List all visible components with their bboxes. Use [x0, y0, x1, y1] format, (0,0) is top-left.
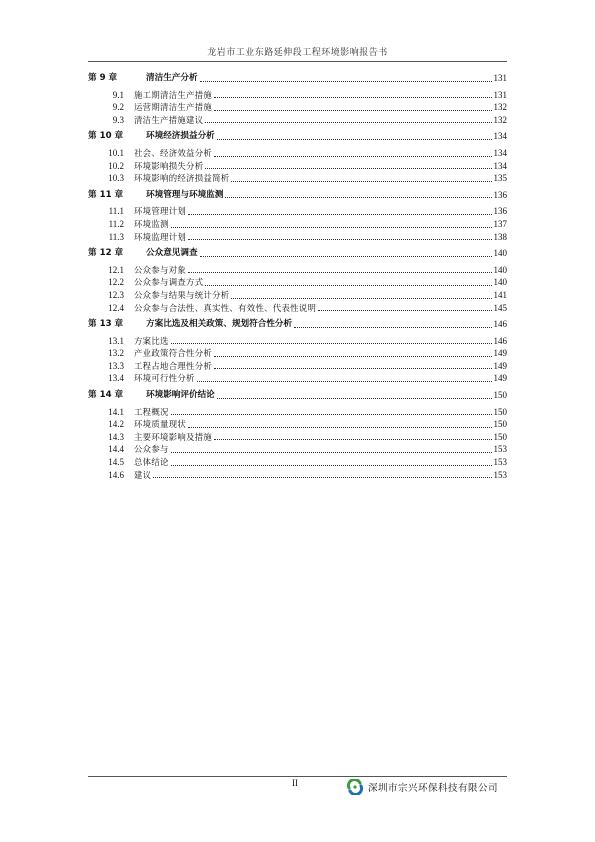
toc-section-entry[interactable] [88, 205, 507, 218]
page-ref: 150 [493, 406, 507, 417]
chapter-number: 第 10 章 [88, 131, 124, 142]
dot-leader [205, 121, 491, 123]
section-title: 环境影响的经济损益简析 [134, 173, 230, 184]
section-title: 建议 [134, 469, 152, 480]
dot-leader [153, 476, 491, 478]
section-title: 产业政策符合性分析 [134, 348, 213, 359]
section-number: 11.2 [108, 218, 124, 229]
toc-section-entry[interactable] [88, 347, 507, 360]
dot-leader [171, 342, 492, 344]
toc-chapter-entry[interactable] [88, 389, 507, 402]
dot-leader [214, 438, 491, 440]
toc-section-entry[interactable] [88, 160, 507, 173]
toc-section-entry[interactable] [88, 101, 507, 114]
section-number: 13.3 [108, 360, 124, 371]
toc-section-entry[interactable] [88, 418, 507, 431]
page-ref: 136 [493, 189, 507, 200]
section-number: 9.1 [112, 89, 124, 100]
dot-leader [214, 96, 491, 98]
chapter-number: 第 11 章 [88, 189, 124, 200]
dot-leader [231, 297, 491, 299]
dot-leader [231, 180, 491, 182]
page-ref: 136 [493, 206, 507, 217]
company-logo-icon [346, 779, 364, 795]
page-ref: 140 [493, 277, 507, 288]
chapter-title: 清洁生产分析 [146, 73, 198, 83]
dot-leader [188, 426, 491, 428]
page-ref: 145 [493, 302, 507, 313]
section-number: 14.5 [108, 457, 124, 468]
toc-section-entry[interactable] [88, 231, 507, 244]
section-title: 工程概况 [134, 406, 169, 417]
section-title: 公众参与对象 [134, 264, 187, 275]
page-ref: 146 [493, 319, 507, 330]
dot-leader [188, 271, 491, 273]
page-ref: 153 [493, 457, 507, 468]
page-ref: 132 [493, 114, 507, 125]
section-number: 12.1 [108, 264, 124, 275]
section-title: 运营期清洁生产措施 [134, 102, 213, 113]
page-ref: 140 [493, 248, 507, 259]
section-number: 9.2 [112, 102, 124, 113]
toc-section-entry[interactable] [88, 456, 507, 469]
dot-leader [205, 284, 491, 286]
toc-chapter-entry[interactable] [88, 72, 507, 85]
section-title: 环境影响损失分析 [134, 160, 204, 171]
section-title: 施工期清洁生产措施 [134, 89, 213, 100]
section-title: 总体结论 [134, 457, 169, 468]
dot-leader [217, 138, 492, 140]
dot-leader [294, 326, 491, 328]
page-ref: 131 [493, 89, 507, 100]
toc-chapter-entry[interactable] [88, 247, 507, 260]
page-ref: 134 [493, 147, 507, 158]
section-title: 工程占地合理性分析 [134, 360, 213, 371]
section-number: 14.2 [108, 419, 124, 430]
page-ref: 141 [493, 289, 507, 300]
toc-section-entry[interactable] [88, 335, 507, 348]
toc-section-entry[interactable] [88, 469, 507, 482]
chapter-number: 第 13 章 [88, 319, 124, 330]
toc-section-entry[interactable] [88, 443, 507, 456]
section-title: 社会、经济效益分析 [134, 147, 213, 158]
toc-section-entry[interactable] [88, 431, 507, 444]
section-title: 环境管理计划 [134, 206, 187, 217]
chapter-title: 公众意见调查 [146, 248, 198, 259]
section-number: 9.3 [112, 114, 124, 125]
dot-leader [217, 397, 492, 399]
toc-section-entry[interactable] [88, 289, 507, 302]
page-ref: 149 [493, 348, 507, 359]
section-number: 13.1 [108, 335, 124, 346]
section-title: 环境质量现状 [134, 419, 187, 430]
dot-leader [200, 255, 492, 257]
section-number: 14.1 [108, 406, 124, 417]
dot-leader [188, 238, 491, 240]
chapter-title: 环境影响评价结论 [146, 390, 215, 401]
page-ref: 150 [493, 431, 507, 442]
dot-leader [318, 309, 491, 311]
section-number: 14.6 [108, 469, 124, 480]
page-ref: 137 [493, 218, 507, 229]
section-number: 12.2 [108, 277, 124, 288]
page-ref: 140 [493, 264, 507, 275]
dot-leader [188, 213, 491, 215]
section-number: 13.4 [108, 373, 124, 384]
section-number: 11.1 [108, 206, 124, 217]
dot-leader [214, 109, 491, 111]
header-rule [88, 61, 507, 62]
page-ref: 134 [493, 160, 507, 171]
page-ref: 149 [493, 373, 507, 384]
toc-section-entry[interactable] [88, 89, 507, 102]
dot-leader [197, 380, 492, 382]
dot-leader [171, 464, 492, 466]
dot-leader [200, 80, 492, 82]
chapter-number: 第 12 章 [88, 248, 124, 259]
section-number: 14.3 [108, 431, 124, 442]
toc-section-entry[interactable] [88, 406, 507, 419]
section-number: 10.3 [108, 173, 124, 184]
section-number: 14.4 [108, 444, 124, 455]
section-title: 清洁生产措施建议 [134, 114, 204, 125]
dot-leader [171, 226, 492, 228]
toc-chapter-entry[interactable] [88, 189, 507, 202]
section-number: 11.3 [108, 231, 124, 242]
section-title: 环境监理计划 [134, 231, 187, 242]
section-number: 12.3 [108, 289, 124, 300]
toc-section-entry[interactable] [88, 360, 507, 373]
page-number: II [292, 778, 298, 788]
page-ref: 134 [493, 131, 507, 142]
company-name: 深圳市宗兴环保科技有限公司 [368, 783, 499, 794]
toc-section-entry[interactable] [88, 172, 507, 185]
page-ref: 150 [493, 419, 507, 430]
toc-section-entry[interactable] [88, 114, 507, 127]
toc-chapter-entry[interactable] [88, 318, 507, 331]
section-number: 12.4 [108, 302, 124, 313]
section-number: 10.2 [108, 160, 124, 171]
section-number: 13.2 [108, 348, 124, 359]
section-number: 10.1 [108, 147, 124, 158]
section-title: 公众参与 [134, 444, 169, 455]
dot-leader [225, 196, 491, 198]
page-ref: 131 [493, 73, 507, 83]
dot-leader [205, 167, 491, 169]
dot-leader [214, 367, 491, 369]
dot-leader [214, 355, 491, 357]
toc-section-entry[interactable] [88, 264, 507, 277]
section-title: 环境可行性分析 [134, 373, 195, 384]
toc-section-entry[interactable] [88, 302, 507, 315]
toc-section-entry[interactable] [88, 372, 507, 385]
running-header-title: 龙岩市工业东路延伸段工程环境影响报告书 [207, 48, 388, 58]
section-title: 公众参与调查方式 [134, 277, 204, 288]
dot-leader [214, 155, 491, 157]
toc-chapter-entry[interactable] [88, 130, 507, 143]
page-ref: 150 [493, 390, 507, 401]
page-ref: 153 [493, 469, 507, 480]
section-title: 公众参与结果与统计分析 [134, 289, 230, 300]
page-ref: 146 [493, 335, 507, 346]
footer-company [346, 779, 498, 795]
table-of-contents [88, 72, 507, 481]
footer-rule [88, 776, 507, 777]
page-ref: 153 [493, 444, 507, 455]
dot-leader [171, 413, 492, 415]
page-ref: 132 [493, 102, 507, 113]
section-title: 主要环境影响及措施 [134, 431, 213, 442]
chapter-number: 第 14 章 [88, 390, 124, 401]
chapter-title: 环境经济损益分析 [146, 131, 215, 142]
toc-section-entry[interactable] [88, 218, 507, 231]
section-title: 方案比选 [134, 335, 169, 346]
section-title: 公众参与合法性、真实性、有效性、代表性说明 [134, 302, 317, 313]
dot-leader [171, 451, 492, 453]
page-ref: 149 [493, 360, 507, 371]
toc-section-entry[interactable] [88, 147, 507, 160]
chapter-title: 方案比选及相关政策、规划符合性分析 [146, 319, 293, 330]
page-ref: 135 [493, 173, 507, 184]
toc-section-entry[interactable] [88, 276, 507, 289]
page-ref: 138 [493, 231, 507, 242]
chapter-title: 环境管理与环境监测 [146, 189, 224, 200]
section-title: 环境监测 [134, 218, 169, 229]
chapter-number: 第 9 章 [88, 73, 118, 83]
